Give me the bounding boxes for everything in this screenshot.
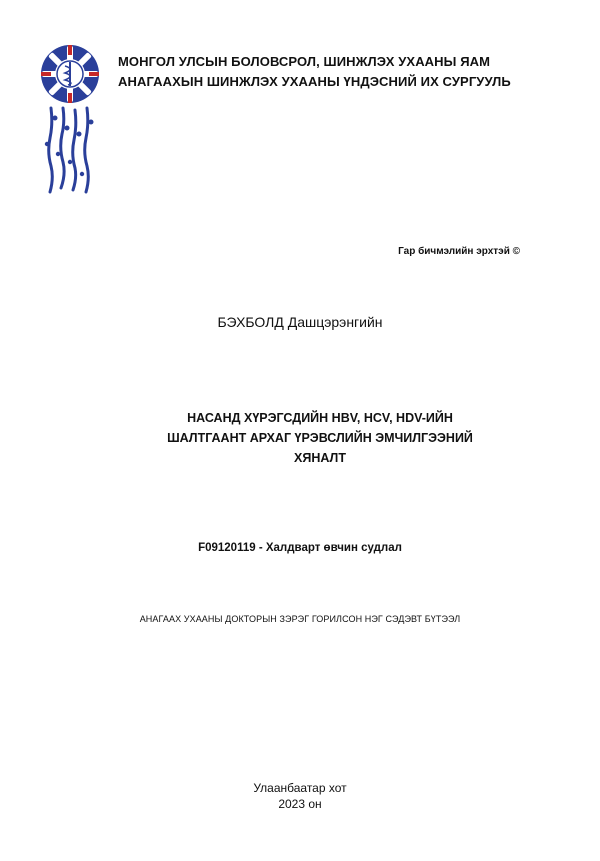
thesis-title-line-1: НАСАНД ХҮРЭГСДИЙН HBV, HCV, HDV-ИЙН [187, 411, 453, 425]
specialty-code: F09120119 - Халдварт өвчин судлал [198, 542, 402, 554]
institution-header [118, 52, 588, 92]
copyright-notice: Гар бичмэлийн эрхтэй © [398, 246, 520, 257]
place-and-year [0, 780, 600, 812]
author-name: БЭХБОЛД Дашцэрэнгийн [217, 314, 383, 330]
university-emblem-icon [40, 44, 100, 104]
thesis-title-line-3: ХЯНАЛТ [294, 451, 346, 465]
degree-statement: АНАГААХ УХААНЫ ДОКТОРЫН ЗЭРЭГ ГОРИЛСОН НЭГ СЭДЭВТ БҮТЭЭЛ [139, 614, 461, 624]
ministry-name: МОНГОЛ УЛСЫН БОЛОВСРОЛ, ШИНЖЛЭХ УХААНЫ ЯАМ [118, 54, 491, 69]
mongolian-script-emblem-text [43, 104, 99, 196]
city-label: Улаанбаатар хот [253, 781, 347, 795]
university-name: АНАГААХЫН ШИНЖЛЭХ УХААНЫ ҮНДЭСНИЙ ИХ СУРГУУЛЬ [118, 74, 511, 89]
thesis-title-line-2: ШАЛТГААНТ АРХАГ ҮРЭВСЛИЙН ЭМЧИЛГЭЭНИЙ [167, 431, 473, 445]
thesis-title [100, 408, 540, 468]
year-label: 2023 он [278, 797, 322, 811]
